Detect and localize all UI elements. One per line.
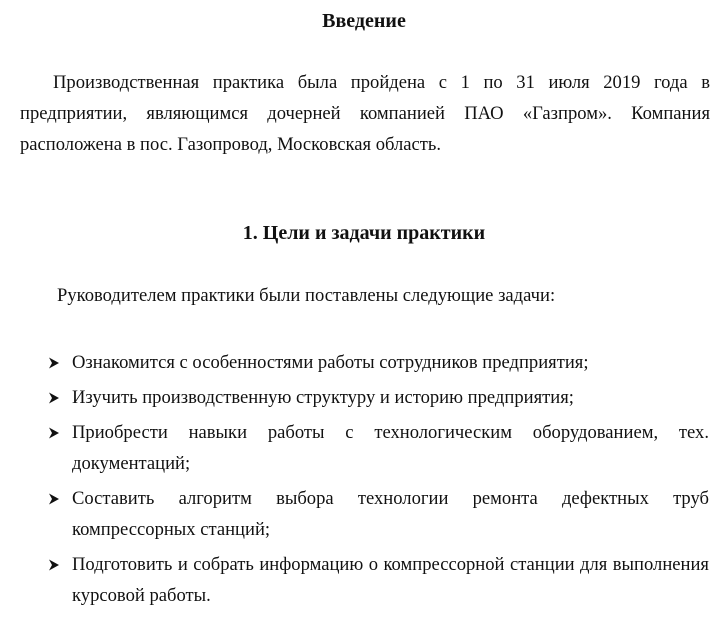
list-item bbox=[0, 483, 709, 545]
list-item bbox=[0, 347, 709, 378]
section-heading: 1. Цели и задачи практики bbox=[242, 222, 486, 244]
tasks-intro: Руководителем практики были поставлены следующие задачи: bbox=[57, 285, 556, 306]
arrowhead-bullet-icon bbox=[47, 356, 61, 370]
list-item bbox=[0, 417, 709, 479]
task-list bbox=[0, 347, 728, 615]
list-item bbox=[0, 549, 709, 611]
arrowhead-bullet-icon bbox=[47, 391, 61, 405]
intro-heading: Введение bbox=[322, 10, 406, 32]
task-text: Изучить производственную структуру и историю предприятия; bbox=[72, 387, 574, 408]
arrowhead-bullet-icon bbox=[47, 558, 61, 572]
arrowhead-bullet-icon bbox=[47, 426, 61, 440]
task-text: Составить алгоритм выбора технологии ремонта дефектных труб компрессорных станций; bbox=[72, 488, 709, 540]
list-item bbox=[0, 382, 709, 413]
task-text: Ознакомится с особенностями работы сотрудников предприятия; bbox=[72, 352, 589, 373]
intro-paragraph: Производственная практика была пройдена с 1 по 31 июля 2019 года в предприятии, являющимся дочерней компанией ПАО «Газпром». Компания расположена в пос. Газопровод, Московская область. bbox=[20, 72, 710, 155]
task-text: Приобрести навыки работы с технологическим оборудованием, тех. документаций; bbox=[72, 422, 709, 474]
arrowhead-bullet-icon bbox=[47, 492, 61, 506]
task-text: Подготовить и собрать информацию о компрессорной станции для выполнения курсовой работы. bbox=[72, 554, 709, 606]
